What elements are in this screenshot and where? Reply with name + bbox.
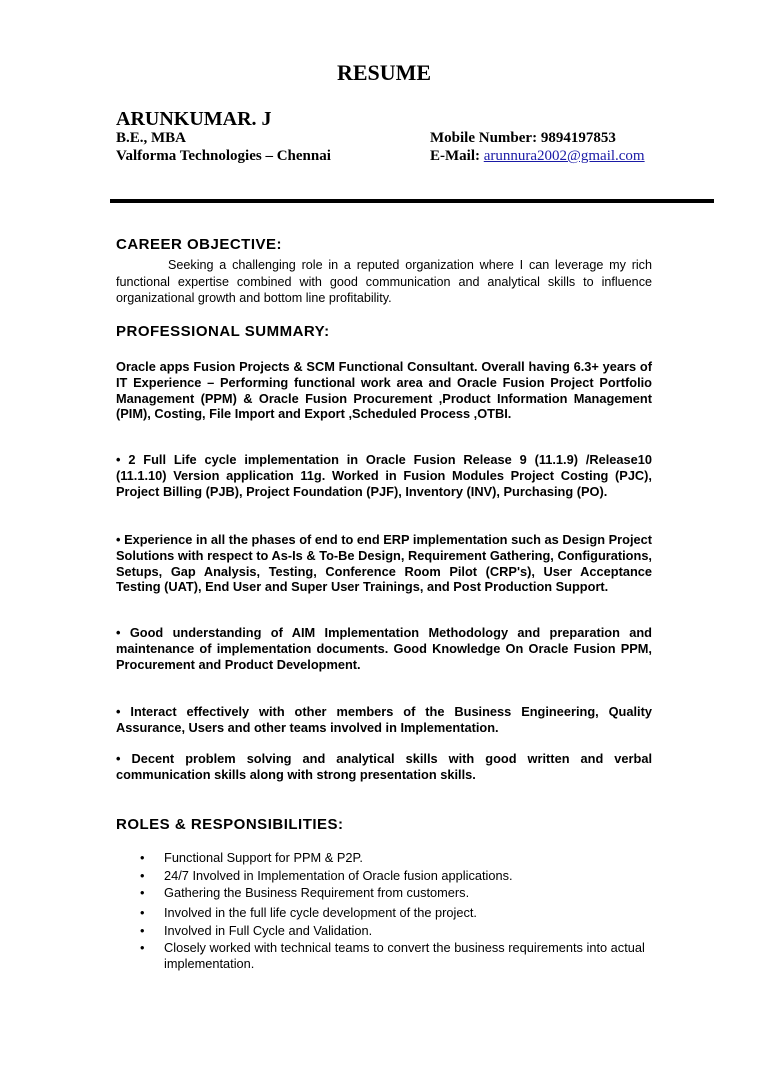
role-text: 24/7 Involved in Implementation of Oracle fusion applications.: [164, 867, 513, 883]
career-objective-text: [116, 257, 652, 307]
list-item: [140, 940, 654, 972]
candidate-name: ARUNKUMAR. J: [116, 108, 272, 130]
list-item: [140, 905, 654, 921]
summary-paragraph: Oracle apps Fusion Projects & SCM Functional Consultant. Overall having 6.3+ years of IT Experience – Performing functional work area and Oracle Fusion Project Portfolio Management (PPM) & Oracle Fusion Procurement ,Product Information Management (PIM), Costing, File Import and Export ,Scheduled Process ,OTBI.: [116, 359, 652, 422]
career-objective-heading: CAREER OBJECTIVE:: [116, 236, 283, 253]
bullet-icon: •: [140, 905, 145, 920]
bullet-icon: •: [140, 940, 145, 955]
list-item: [140, 868, 654, 884]
candidate-degree: B.E., MBA: [116, 130, 187, 146]
summary-paragraph: • Experience in all the phases of end to end ERP implementation such as Design Project Solutions with respect to As-Is & To-Be Design, Requirement Gathering, Configurations, Setups, Gap Analysis, Testing, Conference Room Pilot (CRP's), User Acceptance Testing (UAT), End User and Super User Trainings, and Post Production Support.: [116, 532, 652, 595]
summary-paragraph: • 2 Full Life cycle implementation in Oracle Fusion Release 9 (11.1.9) /Release10 (11.1.10) Version application 11g. Worked in Fusion Modules Project Costing (PJC), Project Billing (PJB), Project Foundation (PJF), Inventory (INV), Purchasing (PO).: [116, 452, 652, 499]
bullet-icon: •: [140, 850, 145, 865]
list-item: [140, 885, 654, 901]
summary-paragraph: • Good understanding of AIM Implementation Methodology and preparation and maintenance of implementation documents. Good Knowledge On Oracle Fusion PPM, Procurement and Product Development.: [116, 625, 652, 672]
email-link[interactable]: arunnura2002@gmail.com: [483, 148, 645, 164]
email-line: [430, 148, 645, 165]
role-text: Gathering the Business Requirement from customers.: [164, 885, 470, 900]
candidate-company: Valforma Technologies – Chennai: [116, 148, 331, 164]
list-item: [140, 850, 654, 866]
mobile-number: Mobile Number: 9894197853: [430, 130, 616, 146]
bullet-icon: •: [140, 867, 145, 883]
bullet-icon: •: [140, 885, 145, 900]
resume-title: RESUME: [336, 60, 432, 85]
list-item: [140, 923, 654, 939]
email-label: E-Mail:: [430, 148, 480, 164]
bullet-icon: •: [140, 922, 145, 938]
summary-paragraph: • Interact effectively with other members of the Business Engineering, Quality Assurance, Users and other teams involved in Implementation.: [116, 704, 652, 735]
roles-list: [140, 850, 654, 974]
roles-heading: ROLES & RESPONSIBILITIES:: [116, 816, 344, 833]
role-text: Involved in Full Cycle and Validation.: [164, 922, 373, 938]
role-text: Functional Support for PPM & P2P.: [164, 850, 363, 865]
header-divider: [110, 199, 714, 203]
role-text: Involved in the full life cycle development of the project.: [164, 905, 477, 920]
career-objective-body: Seeking a challenging role in a reputed organization where I can leverage my rich functional expertise combined with good communication and analytical skills to influence organizational growth and bottom line profitability.: [116, 258, 652, 305]
summary-paragraph: • Decent problem solving and analytical skills with good written and verbal communication skills along with strong presentation skills.: [116, 751, 652, 782]
role-text: Closely worked with technical teams to convert the business requirements into actual implementation.: [164, 940, 645, 971]
professional-summary-heading: PROFESSIONAL SUMMARY:: [116, 323, 330, 340]
